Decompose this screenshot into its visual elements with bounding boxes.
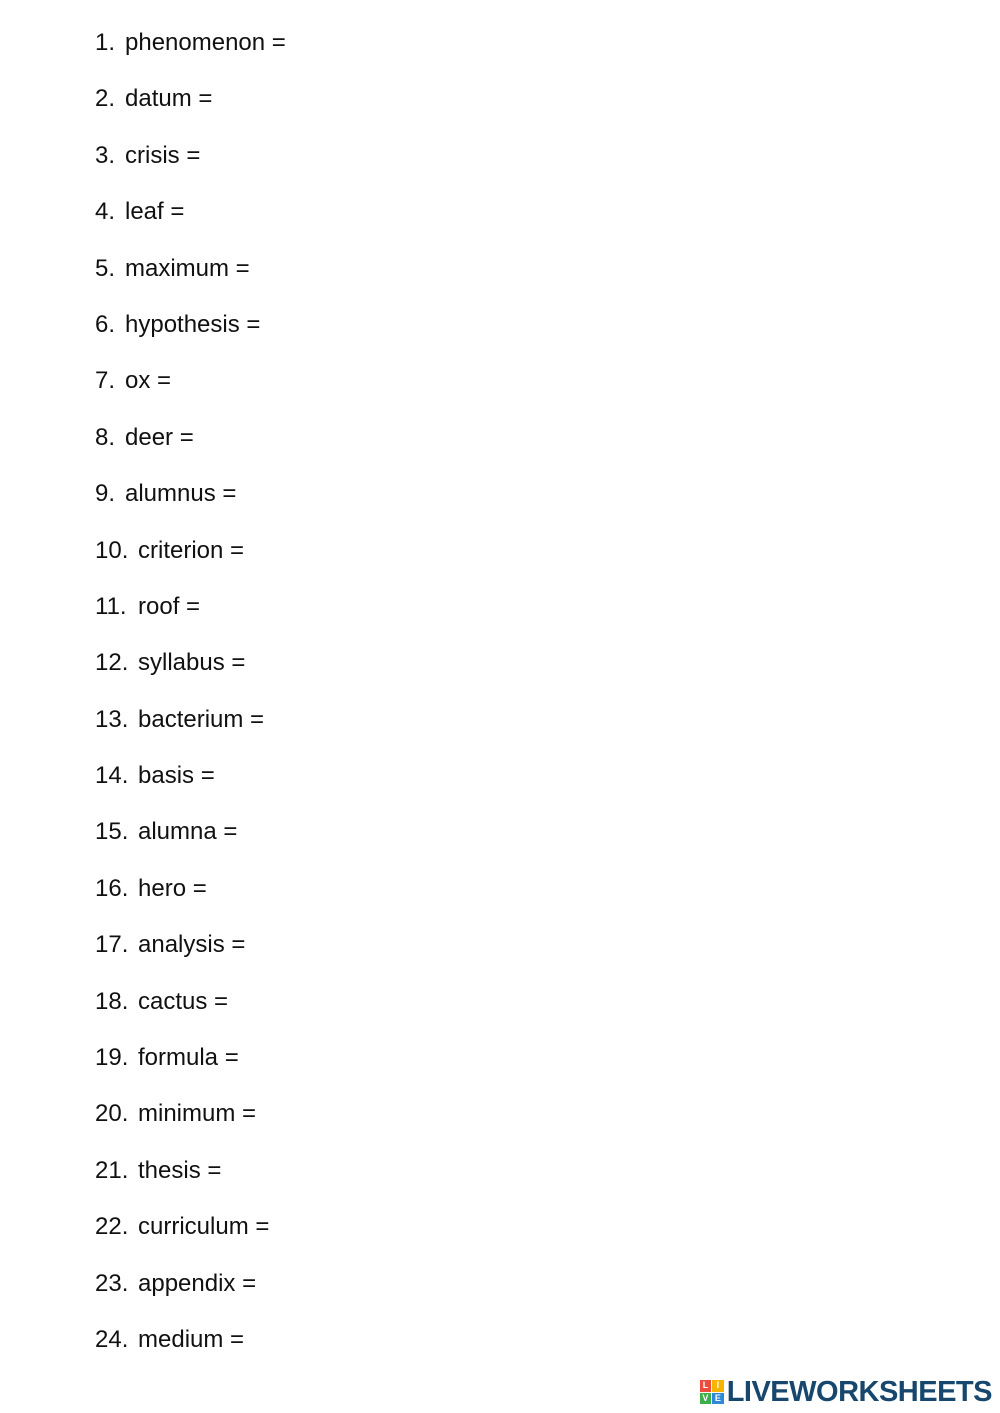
item-number: 7. [95,367,116,395]
logo-mark-letter: I [712,1380,724,1392]
exercise-list [95,24,286,1377]
item-text: deer = [125,423,194,451]
list-item [95,757,286,813]
list-item [95,870,286,926]
item-text: hero = [138,874,207,902]
list-item [95,80,286,136]
item-text: formula = [138,1044,239,1072]
list-item [95,926,286,982]
list-item [95,1321,286,1377]
logo-mark-letter: E [712,1393,724,1405]
list-item [95,1152,286,1208]
list-item [95,24,286,80]
item-number: 11. [95,592,127,620]
item-number: 2. [95,85,116,113]
item-text: phenomenon = [125,29,286,56]
item-text: medium = [138,1325,245,1353]
item-text: alumna = [138,818,238,846]
logo-mark-letter: L [700,1380,712,1392]
list-item [95,644,286,700]
list-item [95,475,286,531]
item-text: maximum = [125,254,250,282]
list-item [95,1208,286,1264]
item-number: 5. [95,254,116,282]
item-number: 14. [95,762,129,790]
item-number: 21. [95,1156,129,1184]
list-item [95,813,286,869]
list-item [95,983,286,1039]
item-number: 22. [95,1213,129,1241]
item-number: 23. [95,1269,129,1297]
item-number: 9. [95,480,116,508]
list-item [95,137,286,193]
item-text: curriculum = [138,1213,270,1241]
item-number: 1. [95,29,116,56]
item-text: alumnus = [125,480,237,508]
item-number: 3. [95,141,116,169]
list-item [95,588,286,644]
item-number: 8. [95,423,116,451]
item-text: bacterium = [138,705,265,733]
item-text: criterion = [138,536,245,564]
list-item [95,250,286,306]
item-number: 6. [95,310,116,338]
item-text: minimum = [138,1100,257,1128]
list-item [95,193,286,249]
item-text: crisis = [125,141,201,169]
item-text: hypothesis = [125,310,261,338]
item-text: thesis = [138,1156,222,1184]
item-number: 12. [95,649,129,677]
list-item [95,532,286,588]
item-number: 18. [95,987,129,1015]
list-item [95,306,286,362]
item-number: 20. [95,1100,129,1128]
item-text: syllabus = [138,649,246,677]
liveworksheets-logo [700,1377,992,1407]
item-text: cactus = [138,987,229,1015]
item-text: roof = [138,592,201,620]
item-number: 15. [95,818,129,846]
item-number: 10. [95,536,129,564]
list-item [95,419,286,475]
logo-text: LIVEWORKSHEETS [726,1375,992,1408]
item-number: 19. [95,1044,129,1072]
list-item [95,1095,286,1151]
item-number: 4. [95,198,116,226]
item-text: basis = [138,762,215,790]
logo-mark-icon [700,1380,724,1404]
list-item [95,1039,286,1095]
item-text: datum = [125,85,213,113]
list-item [95,701,286,757]
list-item [95,362,286,418]
item-number: 24. [95,1325,129,1353]
item-text: leaf = [125,198,185,226]
item-text: ox = [125,367,172,395]
logo-mark-letter: V [700,1393,712,1405]
item-text: analysis = [138,931,246,959]
item-number: 17. [95,931,129,959]
item-text: appendix = [138,1269,257,1297]
item-number: 13. [95,705,129,733]
list-item [95,1265,286,1321]
item-number: 16. [95,874,129,902]
